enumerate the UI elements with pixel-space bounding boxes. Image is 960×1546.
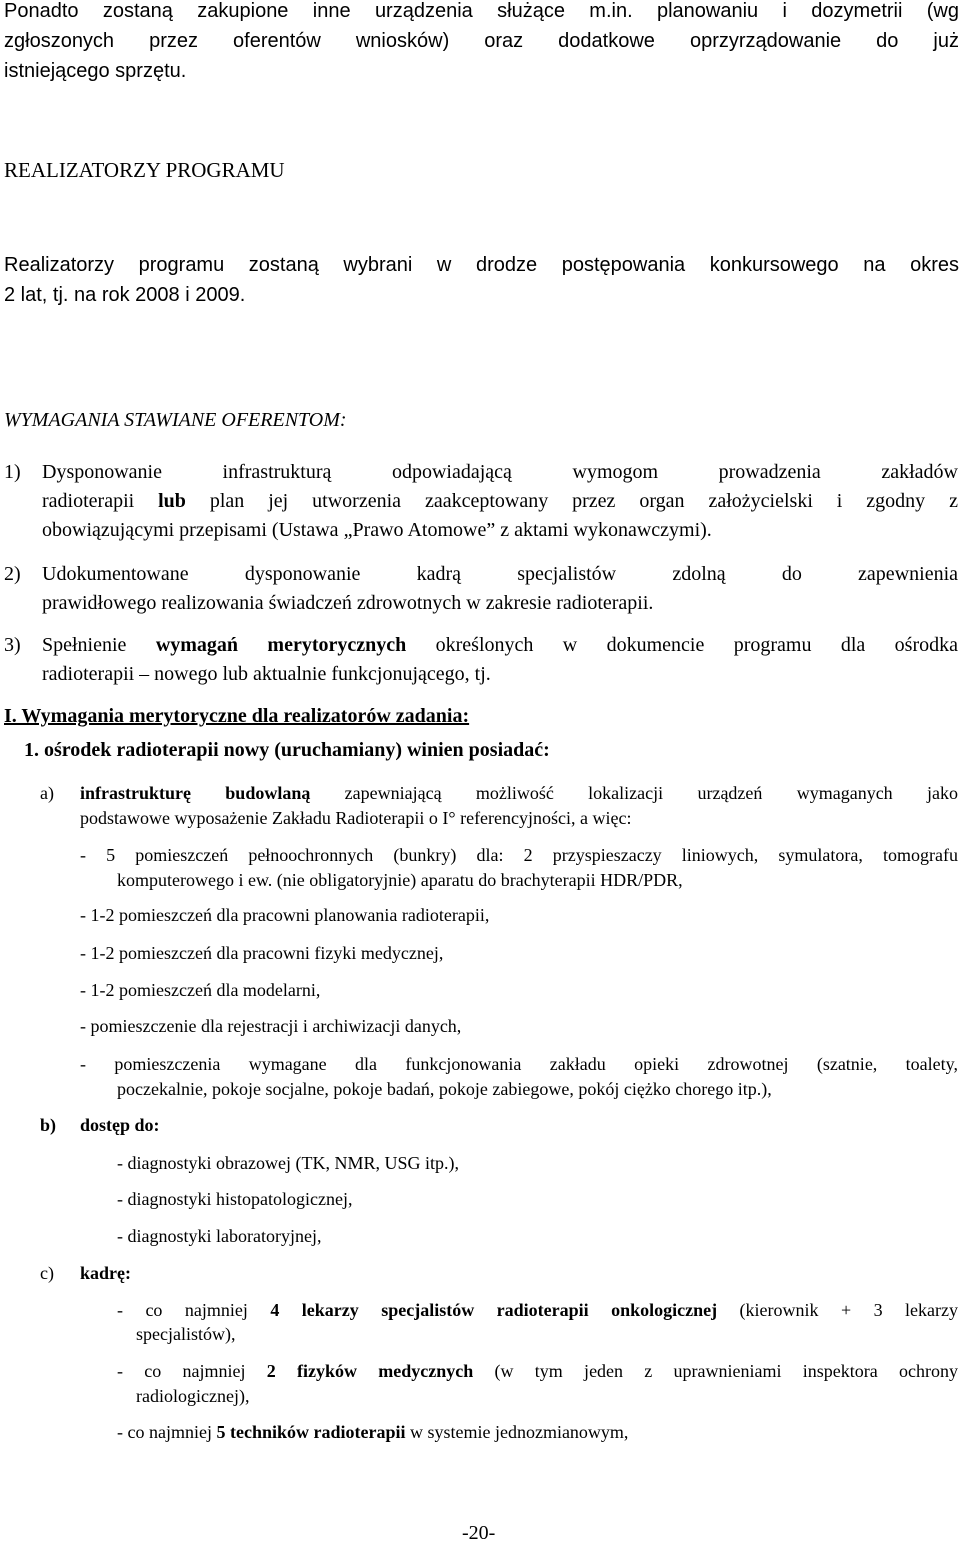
item-1-line-3: obowiązującymi przepisami (Ustawa „Prawo Atomowe” z aktami wykonawczymi). (42, 519, 712, 541)
item-1-line-1: Dysponowanie infrastrukturą odpowiadającą wymogom prowadzenia zakładów (42, 461, 958, 483)
a-bullet-1-line-1: - 5 pomieszczeń pełnoochronnych (bunkry) dla: 2 przyspieszaczy liniowych, symulatora, tomografu (80, 845, 958, 865)
c-bullet-2-line-1: - co najmniej 2 fizyków medycznych (w tym jeden z uprawnieniami inspektora ochrony (117, 1361, 959, 1381)
c-label: c) (40, 1263, 54, 1283)
a-line-1: infrastrukturę budowlaną zapewniającą możliwość lokalizacji urządzeń wymaganych jako (80, 783, 958, 803)
c-bullet-2-line-2: radiologicznej), (136, 1386, 250, 1406)
point-1-heading: 1. ośrodek radioterapii nowy (uruchamiany) winien posiadać: (24, 739, 550, 761)
intro-line-1: Ponadto zostaną zakupione inne urządzenia służące m.in. planowaniu i dozymetrii (wg (4, 0, 959, 22)
c-bullet-1-line-1: - co najmniej 4 lekarzy specjalistów radioterapii onkologicznej (kierownik + 3 lekarzy (117, 1300, 958, 1320)
a-bullet-6-line-1: - pomieszczenia wymagane dla funkcjonowania zakładu opieki zdrowotnej (szatnie, toalety, (80, 1054, 958, 1074)
item-3-line-1: Spełnienie wymagań merytorycznych określonych w dokumencie programu dla ośrodka (42, 634, 958, 656)
b-title: dostęp do: (80, 1115, 160, 1135)
c-bullet-3: - co najmniej 5 techników radioterapii w systemie jednozmianowym, (117, 1422, 629, 1442)
a-bullet-2: - 1-2 pomieszczeń dla pracowni planowania radioterapii, (80, 905, 490, 925)
intro-line-3: istniejącego sprzętu. (4, 60, 187, 82)
a-label: a) (40, 783, 54, 803)
b-bullet-3: - diagnostyki laboratoryjnej, (117, 1226, 322, 1246)
a-bullet-3: - 1-2 pomieszczeń dla pracowni fizyki medycznej, (80, 943, 444, 963)
a-bullet-4: - 1-2 pomieszczeń dla modelarni, (80, 980, 321, 1000)
b-bullet-1: - diagnostyki obrazowej (TK, NMR, USG itp.), (117, 1153, 459, 1173)
a-bullet-1-line-2: komputerowego i ew. (nie obligatoryjnie) aparatu do brachyterapii HDR/PDR, (117, 870, 683, 890)
item-2-number: 2) (4, 563, 21, 585)
realizatorzy-line-1: Realizatorzy programu zostaną wybrani w drodze postępowania konkursowego na okres (4, 254, 959, 276)
item-3-number: 3) (4, 634, 21, 656)
page-number: -20- (462, 1522, 496, 1544)
realizatorzy-line-2: 2 lat, tj. na rok 2008 i 2009. (4, 284, 246, 306)
item-1-number: 1) (4, 461, 21, 483)
b-label: b) (40, 1115, 57, 1135)
a-line-2: podstawowe wyposażenie Zakładu Radioterapii o I° referencyjności, a więc: (80, 808, 632, 828)
c-title: kadrę: (80, 1263, 131, 1283)
intro-line-2: zgłoszonych przez oferentów wniosków) oraz dodatkowe oprzyrządowanie do już (4, 30, 959, 52)
item-2-line-1: Udokumentowane dysponowanie kadrą specjalistów zdolną do zapewnienia (42, 563, 958, 585)
c-bullet-1-line-2: specjalistów), (136, 1324, 236, 1344)
section-heading-wymagania: WYMAGANIA STAWIANE OFERENTOM: (4, 409, 347, 431)
item-2-line-2: prawidłowego realizowania świadczeń zdrowotnych w zakresie radioterapii. (42, 592, 654, 614)
item-3-line-2: radioterapii – nowego lub aktualnie funkcjonującego, tj. (42, 663, 491, 685)
section-heading-realizatorzy: REALIZATORZY PROGRAMU (4, 158, 285, 182)
a-bullet-5: - pomieszczenie dla rejestracji i archiwizacji danych, (80, 1016, 462, 1036)
section-i-heading: I. Wymagania merytoryczne dla realizatorów zadania: (4, 705, 470, 727)
b-bullet-2: - diagnostyki histopatologicznej, (117, 1189, 353, 1209)
a-bullet-6-line-2: poczekalnie, pokoje socjalne, pokoje badań, pokoje zabiegowe, pokój ciężko chorego itp.), (117, 1079, 772, 1099)
item-1-line-2: radioterapii lub plan jej utworzenia zaakceptowany przez organ założycielski i zgodny z (42, 490, 958, 512)
